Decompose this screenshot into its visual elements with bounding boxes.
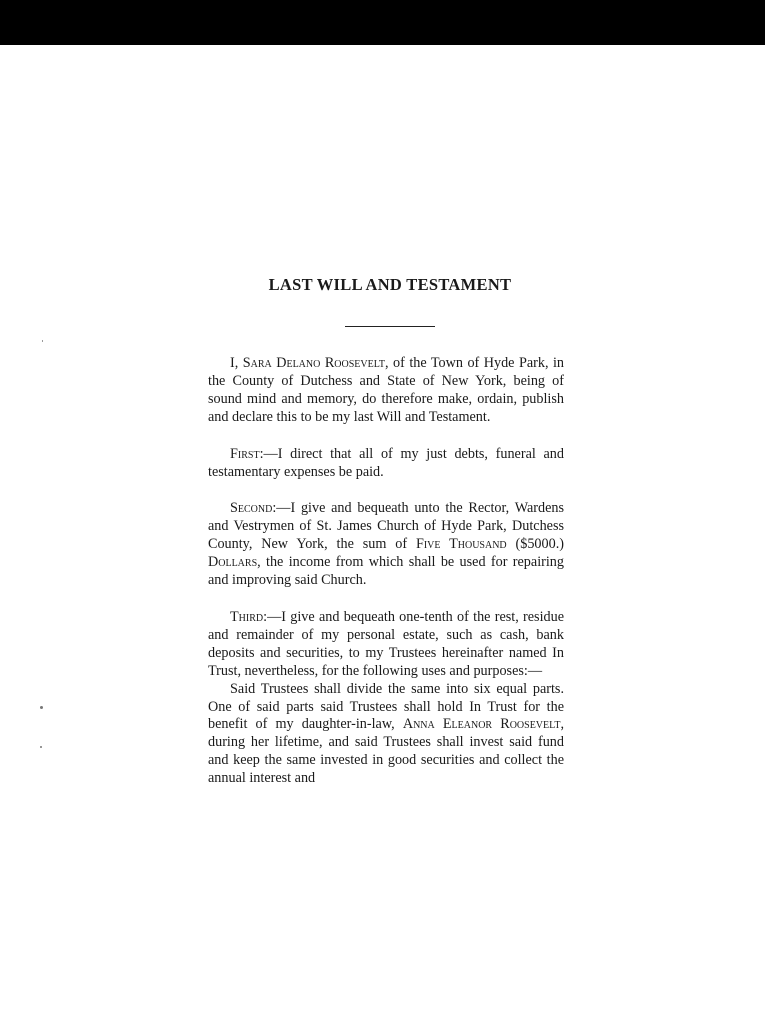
text-run: :—I give and bequeath one-tenth of the rest, residue and remainder of my personal estate, such as cash, bank deposits and securities, to my Trustees hereinafter named In Trust, nevertheless, for the following uses and purposes:— — [208, 608, 564, 679]
scan-top-border — [0, 0, 765, 45]
title-rule — [345, 326, 435, 327]
paragraph-second — [208, 500, 564, 590]
text-run: :—I direct that all of my just debts, funeral and testamentary expenses be paid. — [208, 445, 564, 480]
document-title: LAST WILL AND TESTAMENT — [268, 275, 512, 294]
text-run: , the income from which shall be used for repairing and improving said Church. — [208, 554, 564, 589]
text-run: , during her lifetime, and said Trustees shall invest said fund and keep the same invested in good securities and collect the annual interest and — [208, 716, 564, 787]
clause-heading: First — [230, 445, 260, 462]
paragraph-first — [208, 446, 564, 482]
text-run: I, — [230, 355, 243, 371]
text-run: ($5000.) — [506, 536, 564, 553]
margin-speck — [40, 746, 42, 748]
clause-heading: Third — [230, 608, 264, 625]
paragraph-trust-division — [208, 681, 564, 788]
paragraph-third — [208, 609, 564, 681]
will-page — [208, 275, 564, 788]
beneficiary-name: Anna Eleanor Roosevelt — [402, 716, 561, 733]
margin-speck — [40, 706, 43, 709]
currency-word: Dollars — [208, 554, 258, 571]
document-body — [208, 355, 564, 788]
text-run: :—I give and bequeath unto the Rector, Wardens and Vestrymen of St. James Church of Hyde Park, Dutchess County, New York, the sum of — [208, 500, 564, 553]
text-run: , of the Town of Hyde Park, in the County of Dutchess and State of New York, being of sound mind and memory, do therefore make, ordain, publish and declare this to be my last Will and Testament. — [208, 355, 564, 425]
amount-words: Five Thousand — [415, 536, 507, 553]
testator-name: Sara Delano Roosevelt — [242, 355, 386, 371]
text-run: Said Trustees shall divide the same into six equal parts. One of said parts said Trustees shall hold In Trust for the benefit of my daughter-in-law, — [208, 680, 564, 733]
paragraph-preamble — [208, 355, 564, 427]
clause-heading: Second — [230, 500, 273, 517]
margin-speck — [42, 340, 43, 342]
